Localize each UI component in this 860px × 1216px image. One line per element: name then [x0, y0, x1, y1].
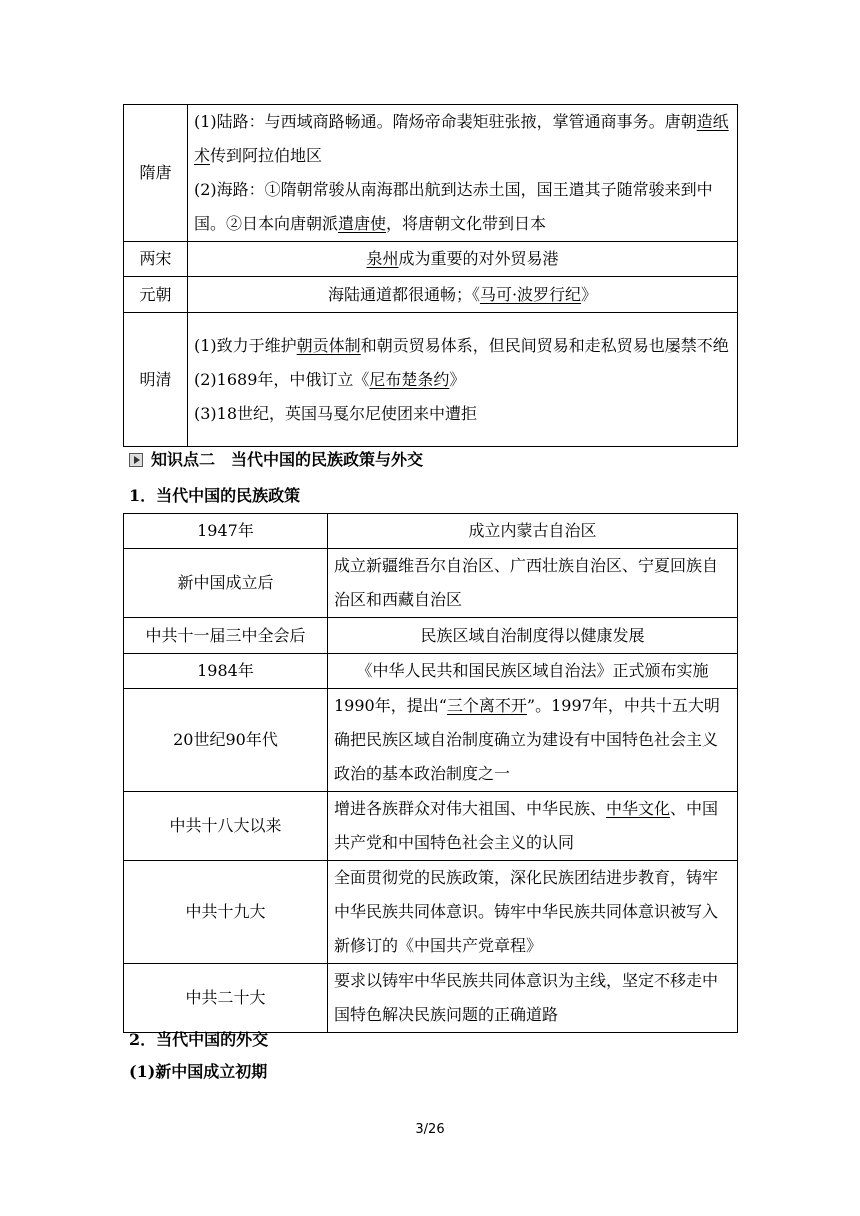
- underlined-term: 朝贡体制: [296, 335, 361, 355]
- text-segment: 传到阿拉伯地区: [210, 146, 323, 165]
- detail-line: [194, 173, 731, 241]
- underlined-term: 造纸术: [194, 112, 729, 165]
- text-segment: 要求以铸牢中华民族共同体意识为主线，坚定不移走中国特色解决民族问题的正确道路: [334, 971, 719, 1024]
- detail-line: [194, 363, 731, 397]
- period-cell: 两宋: [124, 242, 188, 277]
- text-segment: 《中华人民共和国民族区域自治法》正式颁布实施: [356, 661, 709, 680]
- period-cell: 元朝: [124, 277, 188, 313]
- policy-cell: [328, 689, 738, 792]
- table-row: [124, 618, 738, 654]
- table-row: [124, 654, 738, 689]
- table-row: [124, 964, 738, 1033]
- table-row: [124, 105, 738, 242]
- detail-line: [194, 329, 731, 363]
- time-cell: 中共二十大: [124, 964, 328, 1033]
- section-arrow-icon: [129, 453, 143, 467]
- text-segment: 增进各族群众对伟大祖国、中华民族、: [334, 799, 607, 818]
- text-segment: 成立新疆维吾尔自治区、广西壮族自治区、宁夏回族自治区和西藏自治区: [334, 556, 719, 609]
- policy-cell: [328, 792, 738, 861]
- detail-cell: [188, 313, 738, 447]
- underlined-term: 中华文化: [606, 799, 671, 818]
- text-segment: (1)致力于维护: [194, 335, 297, 355]
- subheading-early-prc: (1)新中国成立初期: [129, 1062, 268, 1081]
- table-row: [124, 792, 738, 861]
- text-segment: 、中国共产党和中国特色社会主义的认同: [334, 799, 719, 852]
- time-cell: 1984年: [124, 654, 328, 689]
- page-number: 3/26: [415, 1122, 445, 1137]
- table-row: [124, 313, 738, 447]
- policy-cell: [328, 861, 738, 964]
- table-row: [124, 689, 738, 792]
- policy-cell: [328, 654, 738, 689]
- policy-cell: [328, 618, 738, 654]
- text-segment: (3)18世纪，英国马戛尔尼使团来中遭拒: [194, 403, 478, 423]
- text-segment: 》: [581, 284, 598, 304]
- text-segment: 民族区域自治制度得以健康发展: [420, 625, 645, 645]
- underlined-term: 三个离不开: [446, 696, 527, 715]
- text-segment: 和朝贡贸易体系，但民间贸易和走私贸易也屡禁不绝: [360, 335, 729, 355]
- period-cell: 明清: [124, 313, 188, 447]
- detail-cell: [188, 105, 738, 242]
- underlined-term: 泉州: [366, 249, 399, 268]
- detail-line: [194, 397, 731, 431]
- detail-line: [194, 105, 731, 173]
- underlined-term: 遣唐使: [338, 214, 387, 233]
- text-segment: ，将唐朝文化带到日本: [386, 214, 547, 233]
- time-cell: 中共十一届三中全会后: [124, 618, 328, 654]
- time-cell: 中共十八大以来: [124, 792, 328, 861]
- time-cell: 中共十九大: [124, 861, 328, 964]
- text-segment: 海陆通道都很通畅；《: [327, 284, 480, 304]
- dynasty-trade-table: [123, 104, 738, 447]
- text-segment: (1)陆路：与西域商路畅通。隋炀帝命裴矩驻张掖，掌管通商事务。唐朝: [194, 112, 697, 131]
- underlined-term: 尼布楚条约: [369, 369, 450, 389]
- text-segment: (2)1689年，中俄订立《: [194, 369, 370, 389]
- underlined-term: 马可·波罗行纪: [479, 284, 582, 304]
- time-cell: 新中国成立后: [124, 549, 328, 618]
- ethnic-policy-table: [123, 513, 738, 1033]
- table-row: [124, 277, 738, 313]
- table-row: [124, 861, 738, 964]
- text-segment: (2)海路：①隋朝常骏从南海郡出航到达赤土国，国王遣其子随常骏来到中国。②日本向唐朝派: [194, 180, 713, 233]
- subheading-diplomacy: 2．当代中国的外交: [129, 1030, 269, 1049]
- section-heading: [129, 447, 423, 470]
- time-cell: 20世纪90年代: [124, 689, 328, 792]
- subheading-ethnic-policy: 1．当代中国的民族政策: [129, 486, 301, 505]
- text-segment: 成立内蒙古自治区: [468, 521, 597, 540]
- policy-cell: [328, 549, 738, 618]
- table-row: [124, 242, 738, 277]
- text-segment: 成为重要的对外贸易港: [398, 249, 559, 268]
- text-segment: 1990年，提出“: [334, 696, 447, 715]
- period-cell: 隋唐: [124, 105, 188, 242]
- text-segment: ”。1997年，中共十五大明确把民族区域自治制度确立为建设有中国特色社会主义政治的基本政治制度之一: [334, 696, 720, 783]
- time-cell: 1947年: [124, 514, 328, 549]
- table-row: [124, 514, 738, 549]
- text-segment: 》: [449, 369, 466, 389]
- section-heading-text: 知识点二 当代中国的民族政策与外交: [151, 450, 424, 469]
- detail-cell: [188, 277, 738, 313]
- table-row: [124, 549, 738, 618]
- text-segment: 全面贯彻党的民族政策，深化民族团结进步教育，铸牢中华民族共同体意识。铸牢中华民族共同体意识被写入新修订的《中国共产党章程》: [334, 868, 719, 955]
- policy-cell: [328, 514, 738, 549]
- detail-cell: [188, 242, 738, 277]
- policy-cell: [328, 964, 738, 1033]
